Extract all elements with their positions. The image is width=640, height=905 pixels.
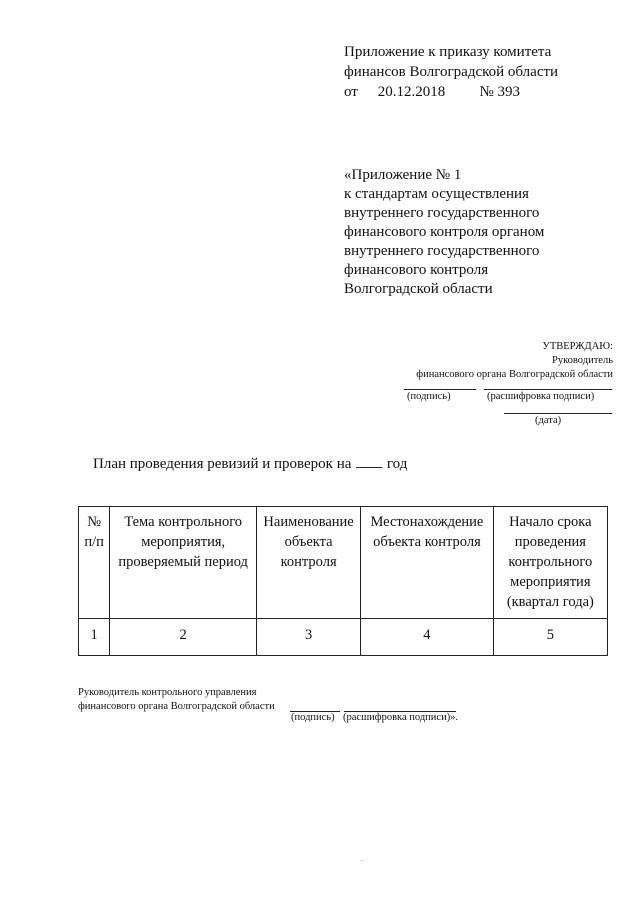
table-cell: 1 [79, 619, 110, 656]
order-reference-block [344, 42, 558, 102]
approval-signature-line [404, 389, 476, 390]
column-header-start-period: Начало срока проведения контрольного мероприятия (квартал года) [493, 507, 607, 619]
order-reference-line-2: финансов Волгоградской области [344, 64, 559, 80]
order-reference-line-1: Приложение к приказу комитета [344, 44, 552, 60]
table-row [79, 619, 608, 656]
annex-line: «Приложение № 1 [344, 167, 462, 183]
footer-role-line-1: Руководитель контрольного управления [78, 687, 257, 698]
approval-role: Руководитель [552, 355, 613, 366]
annex-line: внутреннего государственного [344, 243, 540, 259]
column-header-topic: Тема контрольного мероприятия, проверяемый период [110, 507, 257, 619]
footer-role-line-2: финансового органа Волгоградской области [78, 701, 275, 712]
scan-speck [361, 860, 363, 861]
plan-title [93, 455, 407, 473]
annex-line: Волгоградской области [344, 281, 493, 297]
annex-heading-block [344, 166, 544, 299]
approval-block [416, 340, 613, 382]
approval-organ: финансового органа Волгоградской области [416, 369, 613, 380]
column-header-object-name: Наименование объекта контроля [257, 507, 361, 619]
order-number: № 393 [479, 84, 521, 100]
approval-date-line [504, 413, 612, 414]
column-header-number: № п/п [79, 507, 110, 619]
approval-date-label: (дата) [535, 415, 562, 426]
plan-title-prefix: План проведения ревизий и проверок на [93, 456, 352, 472]
footer-signature-label: (подпись) [291, 712, 335, 723]
footer-signature-block [78, 686, 275, 714]
approval-title: УТВЕРЖДАЮ: [542, 341, 613, 352]
table-cell: 3 [257, 619, 361, 656]
annex-line: финансового контроля органом [344, 224, 545, 240]
order-date-number [344, 82, 558, 102]
column-header-location: Местонахождение объекта контроля [361, 507, 494, 619]
table-cell: 5 [493, 619, 607, 656]
table-cell: 2 [110, 619, 257, 656]
annex-line: финансового контроля [344, 262, 489, 278]
order-date: 20.12.2018 [377, 84, 446, 100]
approval-signature-label: (подпись) [407, 391, 451, 402]
plan-table [78, 506, 608, 656]
plan-title-suffix: год [386, 456, 408, 472]
approval-decoding-label: (расшифровка подписи) [487, 391, 595, 402]
table-cell: 4 [361, 619, 494, 656]
annex-line: внутреннего государственного [344, 205, 540, 221]
table-header-row [79, 507, 608, 619]
footer-decoding-label: (расшифровка подписи)». [343, 712, 459, 723]
year-blank-field [356, 455, 382, 468]
approval-decoding-line [484, 389, 612, 390]
order-from-label: от [344, 84, 358, 100]
annex-line: к стандартам осуществления [344, 186, 529, 202]
